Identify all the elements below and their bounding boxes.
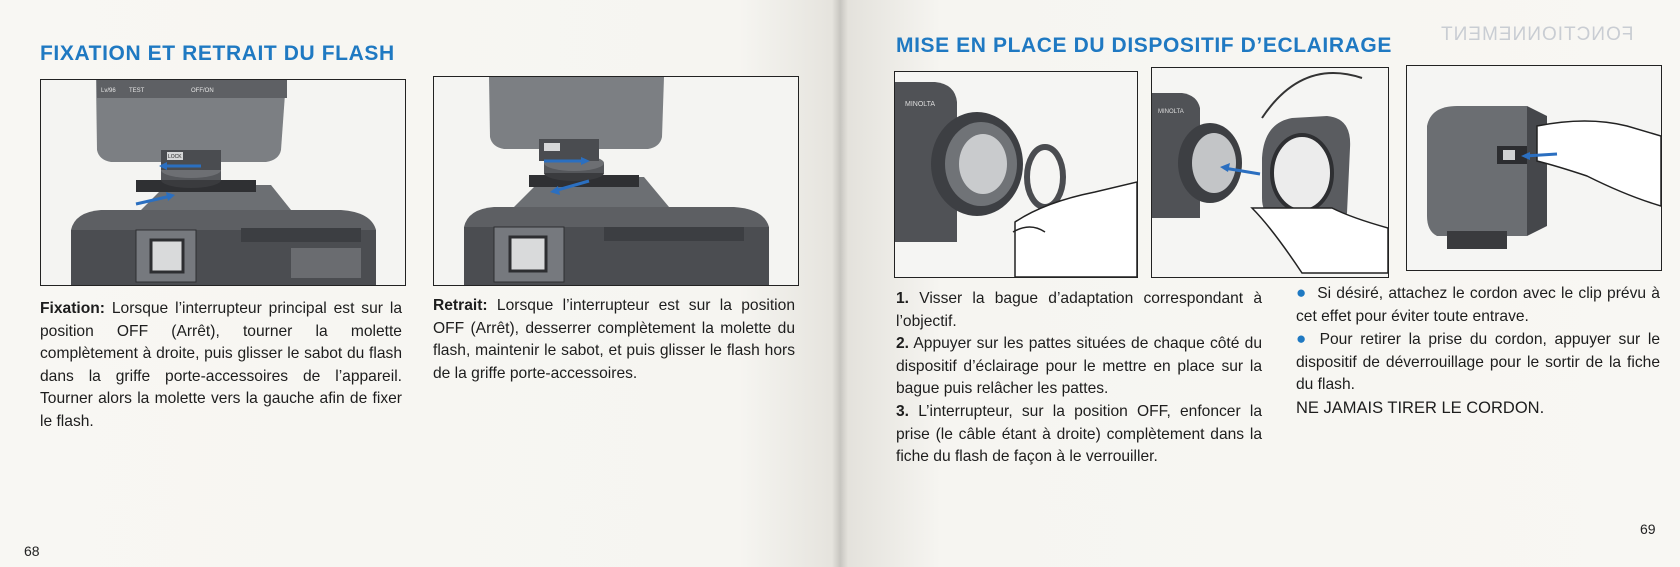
figure-ring-light (1151, 67, 1389, 278)
steps-list (896, 288, 1262, 469)
flash-label-lock: LOCK (168, 154, 182, 160)
figure-adapter-ring (894, 71, 1138, 278)
figure-flash-attach (40, 79, 406, 286)
adapter-ring-illustration (895, 72, 1137, 277)
book-gutter (832, 0, 848, 567)
retrait-paragraph (433, 295, 795, 385)
fixation-paragraph (40, 298, 402, 434)
note-item: ● Si désiré, attachez le cordon avec le clip prévu à cet effet pour éviter toute entrave. (1296, 283, 1660, 325)
camera-brand-label-a: MINOLTA (905, 101, 936, 108)
flash-label-lv: Lv/96 (101, 88, 116, 94)
right-page (840, 0, 1680, 567)
warning-text: NE JAMAIS TIRER LE CORDON. (1296, 398, 1545, 417)
left-page-number: 68 (24, 543, 40, 559)
note-item: ● Pour retirer la prise du cordon, appuyer sur le dispositif de déverrouillage pour le sortir de la fiche du flash. (1296, 329, 1660, 394)
plug-cord-illustration (1407, 66, 1661, 270)
retrait-text: Lorsque l’interrupteur est sur la position OFF (Arrêt), desserrer complètement la molette du flash, maintenir le sabot, et puis glisser le flash hors de la griffe porte-accessoires. (433, 297, 795, 382)
right-page-heading: MISE EN PLACE DU DISPOSITIF D’ECLAIRAGE (896, 34, 1392, 57)
step-2: 2. Appuyer sur les pattes situées de chaque côté du dispositif d’éclairage pour le mettre en place sur la bague puis relâcher les pattes. (896, 335, 1262, 398)
step-3: 3. L’interrupteur, sur la position OFF, enfoncer la prise (le câble étant à droite) complètement dans la fiche du flash de façon à le verrouiller. (896, 402, 1262, 466)
bleed-through-heading: FONCTIONNEMENT (1440, 24, 1634, 45)
ring-light-illustration (1152, 68, 1388, 277)
figure-flash-remove (433, 76, 799, 286)
fixation-text: Lorsque l’interrupteur principal est sur la position OFF (Arrêt), tourner la molette complètement à droite, puis glisser le sabot du flash dans la griffe porte-accessoires de l’appareil. Tourner alors la molette vers la gauche afin de fixer le flash. (40, 300, 402, 430)
flash-label-test: TEST (129, 88, 145, 94)
left-page-heading: FIXATION ET RETRAIT DU FLASH (40, 42, 395, 65)
bullet-dot: ● (1296, 329, 1310, 349)
right-page-number: 69 (1640, 521, 1656, 537)
fixation-label: Fixation: (40, 300, 105, 317)
flash-attach-illustration (41, 80, 405, 285)
step-1: 1. Visser la bague d’adaptation correspondant à l’objectif. (896, 290, 1262, 330)
flash-label-offon: OFF/ON (191, 88, 214, 94)
figure-plug-cord (1406, 65, 1662, 271)
notes-list (1296, 282, 1660, 420)
retrait-label: Retrait: (433, 297, 488, 314)
camera-brand-label-b: MINOLTA (1158, 109, 1184, 115)
flash-remove-illustration (434, 77, 798, 285)
bullet-dot: ● (1296, 283, 1308, 302)
